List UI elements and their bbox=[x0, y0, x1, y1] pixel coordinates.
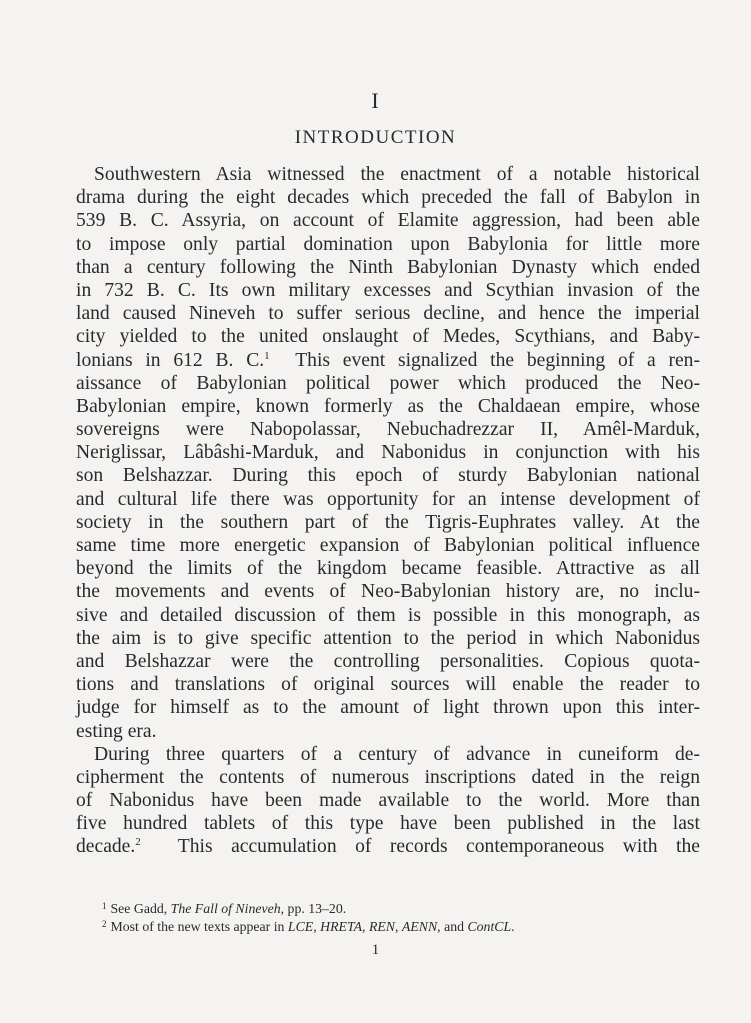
footnote-abbr: ContCL bbox=[467, 919, 512, 934]
footnote-abbr: LCE bbox=[287, 919, 314, 934]
text-line: same time more energetic expansion of Babylonian political influence bbox=[76, 535, 700, 556]
text-segment: lonians in 612 B. C. bbox=[76, 349, 265, 371]
text-line: judge for himself as to the amount of light thrown upon this inter- bbox=[76, 697, 700, 719]
text-line: son Belshazzar. During this epoch of sturdy Babylonian national bbox=[76, 465, 700, 487]
text-line: to impose only partial domination upon Babylonia for little more bbox=[76, 233, 700, 255]
text-line: city yielded to the united onslaught of Medes, Scythians, and Baby- bbox=[76, 326, 700, 348]
text-line: the aim is to give specific attention to the period in which Nabonidus bbox=[76, 627, 700, 649]
text-line: than a century following the Ninth Babylonian Dynasty which ended bbox=[76, 256, 700, 278]
text-line: Neriglissar, Lâbâshi-Marduk, and Nabonidus in conjunction with his bbox=[76, 442, 700, 464]
text-line: land caused Nineveh to suffer serious decline, and hence the imperial bbox=[76, 303, 700, 325]
text-line: aissance of Babylonian political power which produced the Neo- bbox=[76, 372, 700, 394]
text-line: in 732 B. C. Its own military excesses and Scythian invasion of the bbox=[76, 279, 700, 301]
body-text bbox=[76, 163, 700, 859]
text-line: 539 B. C. Assyria, on account of Elamite aggression, had been able bbox=[76, 210, 700, 232]
text-line bbox=[76, 349, 700, 372]
text-line: esting era. bbox=[76, 720, 157, 742]
text-line: five hundred tablets of this type have been published in the last bbox=[76, 813, 700, 835]
footnote-sep: , bbox=[395, 919, 402, 934]
footnote-abbr: HRETA bbox=[320, 919, 363, 934]
footnote-text: See Gadd, bbox=[110, 901, 171, 916]
footnote-abbr: REN bbox=[368, 919, 395, 934]
footnote-ref-1: 1 bbox=[264, 349, 270, 362]
footnote-sep: , bbox=[362, 919, 369, 934]
footnote-text: , pp. 13–20. bbox=[280, 901, 347, 916]
text-line: of Nabonidus have been made available to the world. More than bbox=[76, 790, 700, 812]
footnote-number: 2 bbox=[102, 919, 107, 929]
text-line: During three quarters of a century of advance in cuneiform de- bbox=[94, 743, 700, 765]
text-segment: This accumulation of records contemporaneous with the bbox=[177, 836, 700, 858]
text-segment: This event signalized the beginning of a ren- bbox=[295, 349, 701, 371]
text-line bbox=[76, 835, 700, 858]
text-line: tions and translations of original sources will enable the reader to bbox=[76, 674, 700, 696]
footnote-title: The Fall of Nineveh bbox=[170, 901, 281, 916]
footnote-ref-2: 2 bbox=[135, 836, 141, 849]
text-segment: decade. bbox=[76, 836, 136, 858]
footnote-sep: , bbox=[313, 919, 321, 934]
text-line: and cultural life there was opportunity for an intense development of bbox=[76, 488, 700, 510]
text-line: the movements and events of Neo-Babylonian history are, no inclu- bbox=[76, 581, 700, 603]
footnote-text: . bbox=[511, 919, 515, 934]
text-line: society in the southern part of the Tigris-Euphrates valley. At the bbox=[76, 511, 700, 533]
text-line: sive and detailed discussion of them is possible in this monograph, as bbox=[76, 604, 700, 626]
chapter-title: INTRODUCTION bbox=[294, 127, 457, 148]
text-line: drama during the eight decades which preceded the fall of Babylon in bbox=[76, 187, 700, 209]
footnote-number: 1 bbox=[102, 901, 107, 911]
footnote-abbr: AENN bbox=[401, 919, 438, 934]
footnote-text: Most of the new texts appear in bbox=[110, 919, 288, 934]
text-line: sovereigns were Nabopolassar, Nebuchadrezzar II, Amêl-Marduk, bbox=[76, 419, 700, 441]
page-number: 1 bbox=[371, 942, 380, 958]
footnote-text: and bbox=[444, 919, 464, 934]
text-line: cipherment the contents of numerous inscriptions dated in the reign bbox=[76, 766, 700, 788]
text-line: Southwestern Asia witnessed the enactment of a notable historical bbox=[94, 164, 700, 185]
chapter-number: I bbox=[371, 88, 380, 113]
footnote-1 bbox=[102, 900, 702, 918]
text-line: Babylonian empire, known formerly as the Chaldaean empire, whose bbox=[76, 395, 700, 417]
footnotes bbox=[102, 900, 702, 936]
text-line: beyond the limits of the kingdom became feasible. Attractive as all bbox=[76, 558, 700, 580]
footnote-2 bbox=[102, 918, 702, 936]
footnote-sep: , bbox=[437, 919, 445, 934]
text-line: and Belshazzar were the controlling personalities. Copious quota- bbox=[76, 650, 700, 672]
